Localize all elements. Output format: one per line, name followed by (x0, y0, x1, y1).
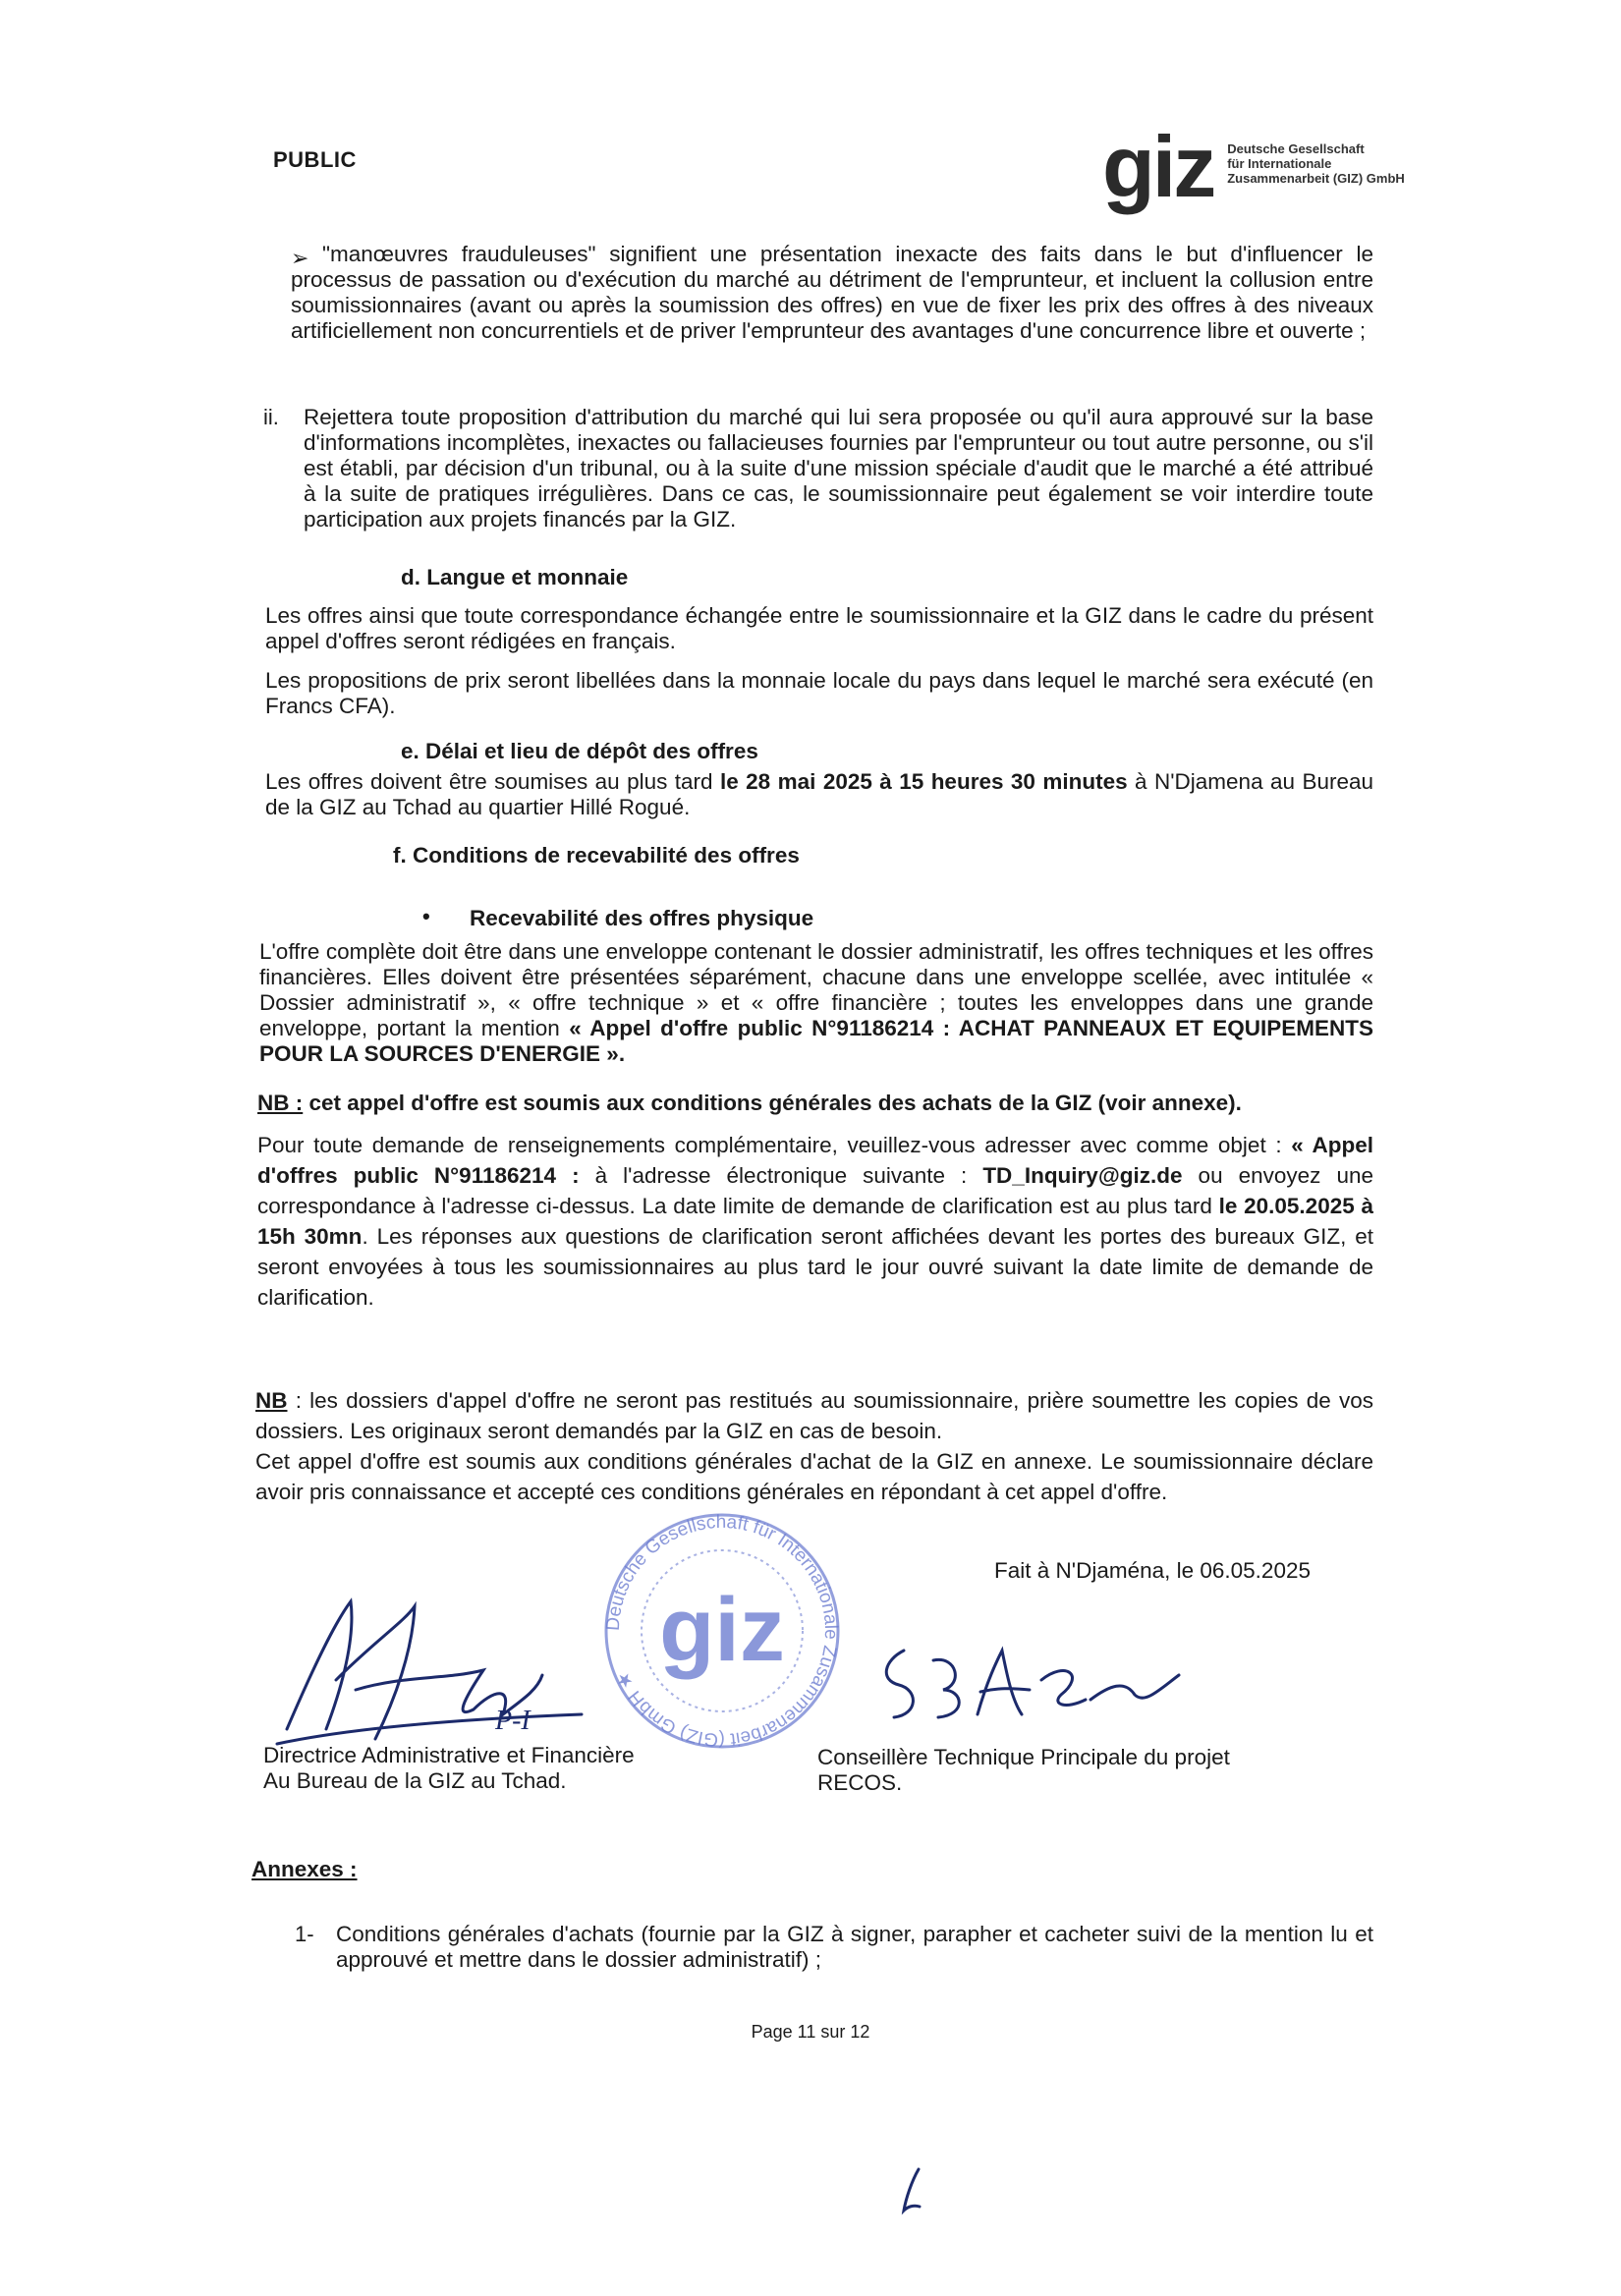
inquiry-subject: « Appel d'offres public N°91186214 : (257, 1133, 1374, 1188)
logo-line-1: Deutsche Gesellschaft (1227, 141, 1365, 156)
logo-line-3: Zusammenarbeit (GIZ) GmbH (1227, 171, 1405, 186)
annex-1-marker: 1- (295, 1922, 314, 1946)
section-e-heading: e. Délai et lieu de dépôt des offres (401, 739, 758, 763)
left-signature (257, 1582, 601, 1759)
clarification-deadline: le 20.05.2025 à 15h 30mn (257, 1194, 1374, 1249)
page-number: Page 11 sur 12 (751, 2022, 870, 2042)
right-signature-stroke (886, 1651, 1179, 1717)
stamp-mark: giz (659, 1580, 785, 1680)
inquiry-text-3: ou envoyez une correspondance à l'adresse ci-dessus. La date limite de demande de clarification est au plus tard (257, 1163, 1373, 1218)
item-ii-text: Rejettera toute proposition d'attribution du marché qui lui sera proposée ou qu'il aura approuvé sur la base d'informations incomplètes, inexactes ou fallacieuses fournies par l'emprunteur ou tout autre personne, ou s'il est établi, par décision d'un tribunal, ou à la suite d'une mission spéciale d'audit que le marché a été attribué à la suite de pratiques irrégulières. Dans ce cas, le soumissionnaire peut également se voir interdire toute participation aux projets financés par la GIZ. (304, 405, 1373, 532)
nb-2-text: : les dossiers d'appel d'offre ne seront pas restitués au soumissionnaire, prière soumettre les copies de vos dossiers. Les originaux seront demandés par la GIZ en cas de besoin. (255, 1388, 1373, 1443)
section-f-heading: f. Conditions de recevabilité des offres (393, 843, 800, 868)
right-signature (865, 1631, 1218, 1739)
section-f-sub-bullet: • (422, 904, 430, 928)
annex-1-text: Conditions générales d'achats (fournie par la GIZ à signer, parapher et cacheter suivi de la mention lu et approuvé et mettre dans le dossier administratif) ; (336, 1922, 1373, 1972)
inquiry-text-4: . Les réponses aux questions de clarification seront affichées devant les portes des bureaux GIZ, et seront envoyées à tous les soumissionnaires au plus tard le jour ouvré suivant la date limite de demande de clarification. (257, 1224, 1373, 1310)
section-e-paragraph (265, 769, 1373, 820)
logo-line-2: für Internationale (1227, 156, 1332, 171)
giz-logo (1102, 118, 1405, 215)
inquiry-text-1: Pour toute demande de renseignements complémentaire, veuillez-vous adresser avec comme objet : (257, 1133, 1292, 1157)
right-signatory-title (817, 1745, 1230, 1796)
item-ii-marker: ii. (263, 405, 279, 429)
section-f-text: L'offre complète doit être dans une enveloppe contenant le dossier administratif, les offres techniques et les offres financières. Elles doivent être présentées séparément, chacune dans une enveloppe scellée, avec intitulée « Dossier administratif », « offre technique » et « offre financière ; toutes les enveloppes dans une grande enveloppe, portant la mention (259, 939, 1373, 1040)
section-d-heading: d. Langue et monnaie (401, 565, 629, 589)
conditions-acceptance: Cet appel d'offre est soumis aux conditions générales d'achat de la GIZ en annexe. Le soumissionnaire déclare avoir pris connaissance et accepté ces conditions générales en répondant à cet appel d'offre. (255, 1449, 1373, 1504)
nb-conditions-note (257, 1091, 1373, 1116)
section-e-text-2: à N'Djamena au Bureau de la GIZ au Tchad au quartier Hillé Rogué. (265, 769, 1374, 819)
inquiry-email: TD_Inquiry@giz.de (982, 1163, 1183, 1188)
stamp-ring-text: Deutsche Gesellschaft für Internationale Zusammenarbeit (GIZ) GmbH ★ (602, 1511, 842, 1751)
place-and-date: Fait à N'Djaména, le 06.05.2025 (994, 1558, 1311, 1583)
nb-2-label: NB (255, 1388, 288, 1413)
classification-label: PUBLIC (273, 147, 357, 172)
giz-stamp (589, 1503, 855, 1759)
nb-2-paragraph (255, 1385, 1373, 1446)
left-signatory-line-2: Au Bureau de la GIZ au Tchad. (263, 1768, 567, 1793)
nb-1-label: NB : (257, 1091, 304, 1115)
left-signature-initials: P-I (495, 1706, 531, 1736)
right-signatory-line-1: Conseillère Technique Principale du projet (817, 1745, 1230, 1769)
handwritten-initial-stroke (904, 2169, 920, 2211)
logo-mark: giz (1102, 118, 1214, 215)
inquiry-paragraph (257, 1130, 1373, 1313)
section-e-text-1: Les offres doivent être soumises au plus tard (265, 769, 720, 794)
section-f-sub-heading: Recevabilité des offres physique (470, 906, 814, 930)
nb-1-text: cet appel d'offre est soumis aux conditions générales des achats de la GIZ (voir annexe). (303, 1091, 1242, 1115)
fraud-definition: "manœuvres frauduleuses" signifient une présentation inexacte des faits dans le but d'influencer le processus de passation ou d'exécution du marché au détriment de l'emprunteur, et incluent la collusion entre soumissionnaires (avant ou après la soumission des offres) en vue de fixer les prix des offres à des niveaux artificiellement non concurrentiels et de priver l'emprunteur des avantages d'une concurrence libre et ouverte ; (291, 242, 1373, 343)
inquiry-text-2: à l'adresse électronique suivante : (579, 1163, 983, 1188)
section-d-paragraph-2: Les propositions de prix seront libellées dans la monnaie locale du pays dans lequel le marché sera exécuté (en Francs CFA). (265, 668, 1373, 718)
left-signatory-line-1: Directrice Administrative et Financière (263, 1743, 635, 1767)
handwritten-initial-mark (894, 2161, 933, 2220)
fraud-bullet: ➢ (291, 246, 309, 270)
left-signature-stroke (277, 1601, 582, 1744)
envelope-mention: « Appel d'offre public N°91186214 : ACHAT PANNEAUX ET EQUIPEMENTS POUR LA SOURCES D'ENERGIE ». (259, 1016, 1373, 1066)
nb-return-note (255, 1385, 1373, 1507)
right-signatory-line-2: RECOS. (817, 1770, 903, 1795)
logo-text (1227, 141, 1405, 186)
annexes-heading: Annexes : (252, 1857, 358, 1881)
section-f-paragraph (259, 939, 1373, 1067)
left-signatory-title (263, 1743, 635, 1794)
submission-deadline: le 28 mai 2025 à 15 heures 30 minutes (719, 769, 1128, 794)
section-d-paragraph-1: Les offres ainsi que toute correspondance échangée entre le soumissionnaire et la GIZ dans le cadre du présent appel d'offres seront rédigées en français. (265, 603, 1373, 653)
